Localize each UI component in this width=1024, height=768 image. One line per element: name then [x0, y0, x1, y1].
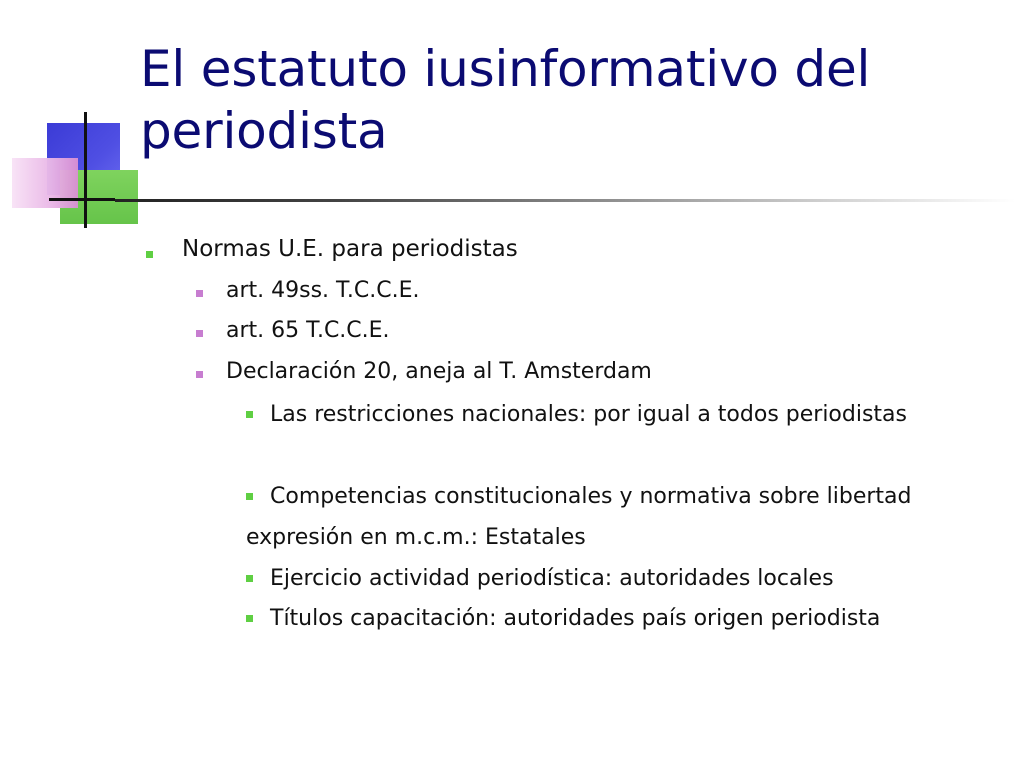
outline-item-ejercicio-text: Ejercicio actividad periodística: autoridades locales [270, 566, 834, 591]
outline-item-declaracion-20: Declaración 20, aneja al T. Amsterdam [226, 359, 652, 384]
square-bullet-icon [246, 575, 253, 582]
outline-item-normas-ue: Normas U.E. para periodistas [182, 236, 518, 262]
outline-item-ejercicio [246, 558, 926, 599]
square-bullet-icon [246, 411, 253, 418]
square-bullet-icon [246, 493, 253, 500]
outline-item-art-65: art. 65 T.C.C.E. [226, 318, 390, 343]
square-bullet-icon [196, 330, 203, 337]
outline-item-competencias [246, 476, 926, 558]
square-bullet-icon [196, 371, 203, 378]
square-bullet-icon [146, 251, 153, 258]
slide-title: El estatuto iusinformativo del periodista [140, 40, 871, 160]
square-bullet-icon [196, 290, 203, 297]
outline-item-titulos [246, 598, 926, 639]
outline-item-restricciones-text: Las restricciones nacionales: por igual a todos periodistas [270, 402, 908, 427]
outline-item-competencias-text: Competencias constitucionales y normativa sobre libertad expresión en m.c.m.: Estatales [246, 484, 912, 550]
outline-item-restricciones [246, 394, 926, 435]
outline-item-titulos-text: Títulos capacitación: autoridades país origen periodista [270, 606, 881, 631]
square-bullet-icon [246, 615, 253, 622]
outline-item-art-49ss: art. 49ss. T.C.C.E. [226, 278, 420, 303]
